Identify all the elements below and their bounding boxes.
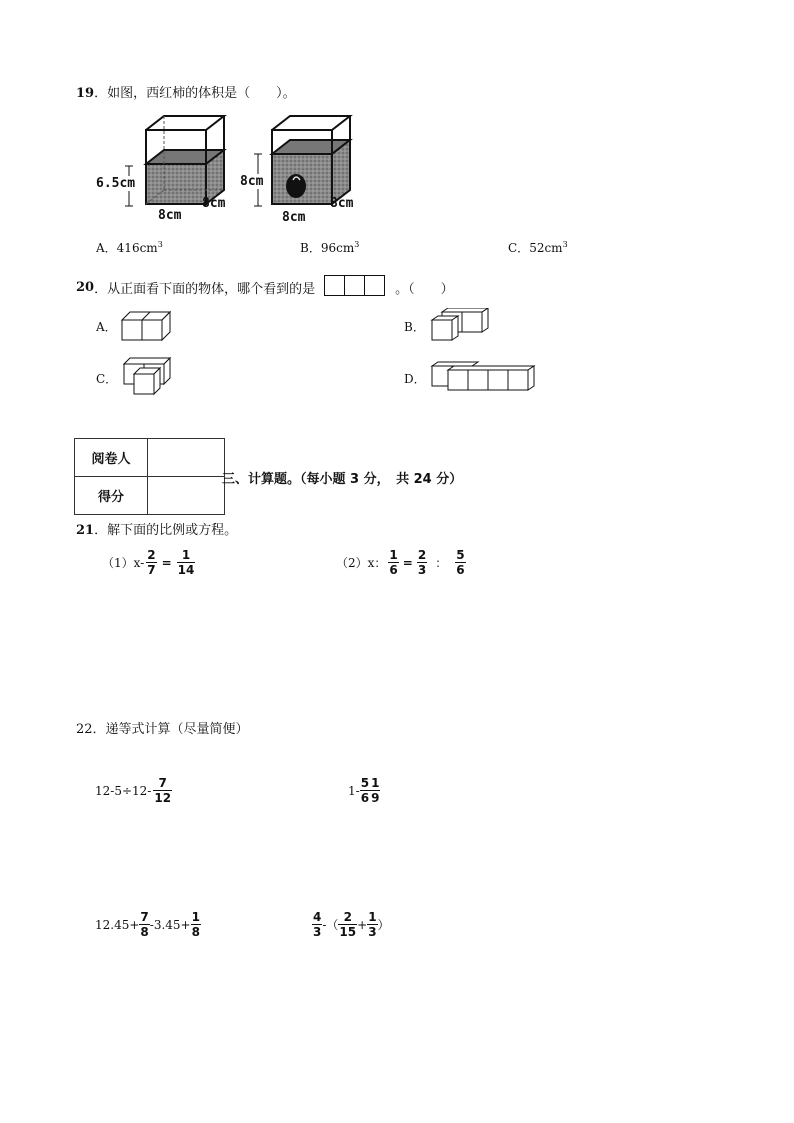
q19-option-b[interactable] xyxy=(300,239,359,256)
q20-option-a-letter: A． xyxy=(96,320,117,334)
q22-expr-1 xyxy=(95,776,174,805)
q20-option-c-figure[interactable] xyxy=(120,356,176,398)
expr-end: ） xyxy=(377,918,390,932)
numerator: 1 xyxy=(371,776,380,790)
fraction xyxy=(312,910,322,939)
expr-prefix: 12-5÷12- xyxy=(95,783,152,798)
denominator: 3 xyxy=(313,925,322,939)
q20-option-d-letter: D． xyxy=(404,372,426,386)
fraction xyxy=(146,548,156,577)
q20-option-c-letter: C． xyxy=(96,372,118,386)
numerator: 4 xyxy=(313,910,322,924)
denominator: 14 xyxy=(177,563,195,577)
q21-part2 xyxy=(336,548,468,577)
q22-stem: ．递等式计算（尽量简便） xyxy=(92,722,249,737)
fraction xyxy=(139,910,149,939)
numerator: 1 xyxy=(191,910,200,924)
fig2-depth-label: 8cm xyxy=(330,196,354,211)
ratio-colon: ： xyxy=(435,556,448,570)
numerator: 5 xyxy=(360,776,370,790)
fraction xyxy=(388,548,398,577)
q21-part1 xyxy=(102,548,197,577)
q20-option-a-figure[interactable] xyxy=(120,308,180,344)
q19-option-a[interactable] xyxy=(96,239,163,256)
denominator: 12 xyxy=(154,791,172,805)
option-value: 52cm xyxy=(529,241,563,255)
numerator: 2 xyxy=(147,548,156,562)
fig2-width-label: 8cm xyxy=(282,210,306,225)
q22-expr-3 xyxy=(95,910,201,939)
denominator: 6 xyxy=(389,563,398,577)
fraction xyxy=(360,776,370,805)
numerator: 7 xyxy=(140,910,149,924)
numerator: 1 xyxy=(368,910,377,924)
q21-stem: ．解下面的比例或方程。 xyxy=(94,523,238,538)
fig1-height-label: 6.5cm xyxy=(96,176,136,191)
q21-number: 21 xyxy=(76,523,95,538)
numerator: 7 xyxy=(153,776,172,791)
option-value: 96cm xyxy=(320,241,355,255)
plus-sign: + xyxy=(357,917,368,932)
denominator: 7 xyxy=(147,563,156,577)
expr-prefix: 1- xyxy=(348,783,360,798)
fraction xyxy=(370,776,380,805)
q21-part1-prefix: （1）x- xyxy=(102,556,145,570)
q19-figure-1 xyxy=(96,112,236,230)
q19-figure-2 xyxy=(238,112,368,230)
denominator: 8 xyxy=(140,925,149,939)
q19-text xyxy=(76,82,296,101)
fig1-width-label: 8cm xyxy=(158,208,182,223)
option-letter: B． xyxy=(300,241,321,255)
numerator: 1 xyxy=(177,548,196,563)
fraction xyxy=(338,910,357,939)
denominator: 3 xyxy=(417,563,427,577)
q20-option-b-figure[interactable] xyxy=(428,308,494,344)
equals-sign: = xyxy=(402,555,413,570)
numerator: 2 xyxy=(417,548,427,562)
denominator: 6 xyxy=(360,791,370,805)
q22-text xyxy=(76,718,249,737)
denominator: 15 xyxy=(339,925,357,939)
score-cell[interactable] xyxy=(148,477,225,515)
fig1-depth-label: 8cm xyxy=(202,196,226,211)
q20-stem-end: 。（ ） xyxy=(395,282,454,297)
denominator: 6 xyxy=(456,563,465,577)
q22-number: 22 xyxy=(76,722,93,737)
section-3-title: 三、计算题。（每小题 3 分， 共 24 分） xyxy=(222,472,463,487)
option-sup: 3 xyxy=(354,240,360,249)
q19-number: 19 xyxy=(76,86,95,101)
q20-option-d-figure[interactable] xyxy=(428,360,536,394)
q22-expr-4 xyxy=(312,910,390,939)
expr-prefix: 12.45+ xyxy=(95,917,140,932)
option-letter: C． xyxy=(508,241,530,255)
option-letter: A． xyxy=(96,241,117,255)
option-sup: 3 xyxy=(157,240,163,249)
q19-stem: ．如图，西红柿的体积是（ ）。 xyxy=(94,86,296,101)
denominator: 8 xyxy=(191,925,200,939)
three-squares-view xyxy=(325,275,385,300)
equals-sign: = xyxy=(161,555,172,570)
q20-option-b-letter: B． xyxy=(404,320,425,334)
numerator: 5 xyxy=(456,548,465,562)
fraction xyxy=(417,548,427,577)
fraction xyxy=(177,548,196,577)
fig2-height-label: 8cm xyxy=(240,174,264,189)
q20-number: 20 xyxy=(76,280,95,295)
fraction xyxy=(367,910,377,939)
option-sup: 3 xyxy=(562,240,568,249)
reviewer-label: 阅卷人 xyxy=(75,439,148,477)
score-label: 得分 xyxy=(75,477,148,515)
q20-stem: ．从正面看下面的物体，哪个看到的是 xyxy=(94,282,316,297)
score-table xyxy=(74,438,225,515)
option-value: 416cm xyxy=(116,241,158,255)
numerator: 1 xyxy=(389,548,398,562)
fraction xyxy=(153,776,172,805)
reviewer-cell[interactable] xyxy=(148,439,225,477)
q21-text xyxy=(76,519,237,538)
q22-expr-2 xyxy=(348,776,380,805)
expr-middle: -（ xyxy=(322,918,339,932)
fraction xyxy=(455,548,465,577)
q21-part2-prefix: （2）x： xyxy=(336,556,387,570)
numerator: 2 xyxy=(338,910,357,925)
q20-text xyxy=(76,275,454,300)
denominator: 3 xyxy=(368,925,377,939)
denominator: 9 xyxy=(371,791,380,805)
q19-option-c[interactable] xyxy=(508,239,568,256)
expr-middle: -3.45+ xyxy=(149,917,191,932)
fraction xyxy=(191,910,201,939)
